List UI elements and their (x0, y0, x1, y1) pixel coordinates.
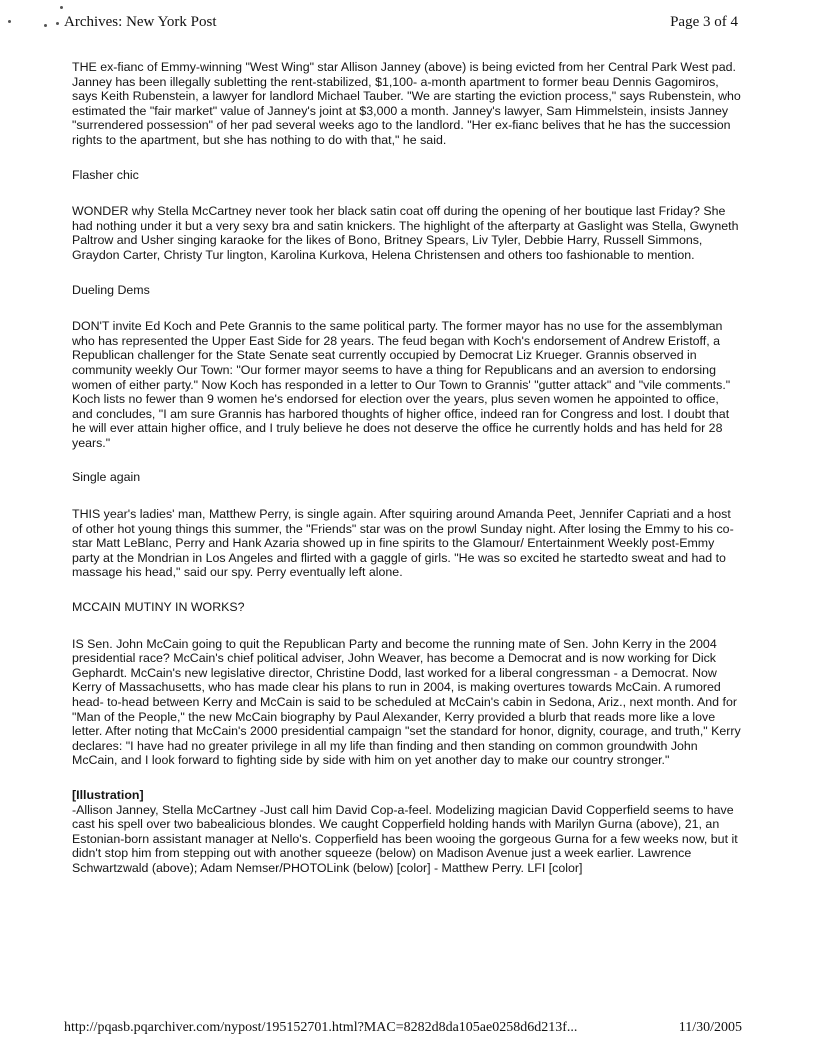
illustration-caption: -Allison Janney, Stella McCartney -Just call him David Cop-a-feel. Modelizing magician David Copperfield seems to have cast his spell over two babealicious blondes. We caught Copperfield holding hands with Marilyn Gurna (above), 21, an Estonian-born assistant manager at Nello's. Copperfield has been wooing the gorgeous Gurna for a few weeks now, but it didn't stop him from stepping out with another squeeze (below) on Madison Avenue just a week earlier. Lawrence Schwartzwald (above); Adam Nemser/PHOTOLink (below) [color] - Matthew Perry. LFI [color] (72, 802, 738, 875)
footer-url[interactable]: http://pqasb.pqarchiver.com/nypost/195152701.html?MAC=8282d8da105ae0258d6d213f... (64, 1020, 578, 1035)
scan-mark (8, 20, 11, 23)
page-number: Page 3 of 4 (670, 14, 738, 30)
paragraph-janney: THE ex-fianc of Emmy-winning "West Wing" star Allison Janney (above) is being evicted from her Central Park West pad. Janney has been illegally subletting the rent-stabilized, $1,100- a-month apartment to former beau Dennis Gagomiros, says Keith Rubenstein, a lawyer for landlord Michael Tauber. "We are starting the eviction process," says Rubenstein, who estimated the "fair market" value of Janney's joint at $3,000 a month. Janney's lawyer, Sam Himmelstein, insists Janney "surrendered possession" of her pad several weeks ago to the landlord. "Her ex-fianc belives that he has the succession rights to the apartment, but she has nothing to do with that," he said. (72, 60, 741, 147)
paragraph-perry: THIS year's ladies' man, Matthew Perry, is single again. After squiring around Amanda Peet, Jennifer Capriati and a host of other hot young things this summer, the "Friends" star was on the prowl Sunday night. After losing the Emmy to his co-star Matt LeBlanc, Perry and Hank Azaria showed up in fine spirits to the Glamour/ Entertainment Weekly post-Emmy party at the Mondrian in Los Angeles and flirted with a gaggle of girls. "He was so excited he startedto sweat and had to massage his head," said our spy. Perry eventually left alone. (72, 507, 734, 580)
illustration-label: [Illustration] (72, 787, 144, 802)
section-heading-single-again: Single again (72, 470, 141, 485)
paragraph-mccartney: WONDER why Stella McCartney never took her black satin coat off during the opening of her boutique last Friday? She had nothing under it but a very sexy bra and satin knickers. The highlight of the afterparty at Gaslight was Stella, Gwyneth Paltrow and Usher singing karaoke for the likes of Bono, Britney Spears, Liv Tyler, Debbie Harry, Russell Simmons, Graydon Carter, Christy Tur lington, Karolina Kurkova, Helena Christensen and others too fashionable to mention. (72, 204, 739, 262)
section-heading-dueling-dems: Dueling Dems (72, 282, 150, 297)
paragraph-mccain: IS Sen. John McCain going to quit the Republican Party and become the running mate of Sen. John Kerry in the 2004 presidential race? McCain's chief political adviser, John Weaver, has become a Democrat and is now working for Dick Gephardt. McCain's new legislative director, Christine Dodd, last worked for a liberal congressman - a Democrat. Now Kerry of Massachusetts, who has made clear his plans to run in 2004, is making overtures towards McCain. A rumored head- to-head between Kerry and McCain is said to be scheduled at McCain's cabin in Sedona, Ariz., next month. And for "Man of the People," the new McCain biography by Paul Alexander, Kerry provided a blurb that reads more like a love letter. After noting that McCain's 2000 presidential campaign "set the standard for honor, dignity, courage, and truth," Kerry declares: "I have had no greater privilege in all my life than finding and then standing on common groundwith John McCain, and I look forward to fighting side by side with him on yet another day to make our country stronger." (72, 636, 741, 768)
section-heading-mccain: MCCAIN MUTINY IN WORKS? (72, 600, 245, 615)
article-body (72, 60, 742, 876)
scan-mark (56, 22, 59, 25)
scan-mark (60, 6, 63, 9)
paragraph-koch-grannis: DON'T invite Ed Koch and Pete Grannis to the same political party. The former mayor has no use for the assemblyman who has represented the Upper East Side for 28 years. The feud began with Koch's endorsement of Andrew Eristoff, a Republican challenger for the State Senate seat currently occupied by Democrat Liz Krueger. Grannis observed in community weekly Our Town: "Our former mayor seems to have a thing for Republicans and an aversion to endorsing women of either party." Now Koch has responded in a letter to Our Town to Grannis' "gutter attack" and "vile comments." Koch lists no fewer than 9 women he's endorsed for election over the years, plus seven women he appointed to office, and concludes, "I am sure Grannis has harbored thoughts of higher office, indeed ran for Congress and lost. I doubt that he will ever attain higher office, and I truly believe he does not deserve the office he currently holds and has held for 28 years." (72, 319, 731, 450)
header-title: Archives: New York Post (64, 14, 217, 30)
footer-date: 11/30/2005 (678, 1020, 742, 1035)
section-heading-flasher-chic: Flasher chic (72, 167, 139, 182)
scan-mark (44, 24, 47, 27)
